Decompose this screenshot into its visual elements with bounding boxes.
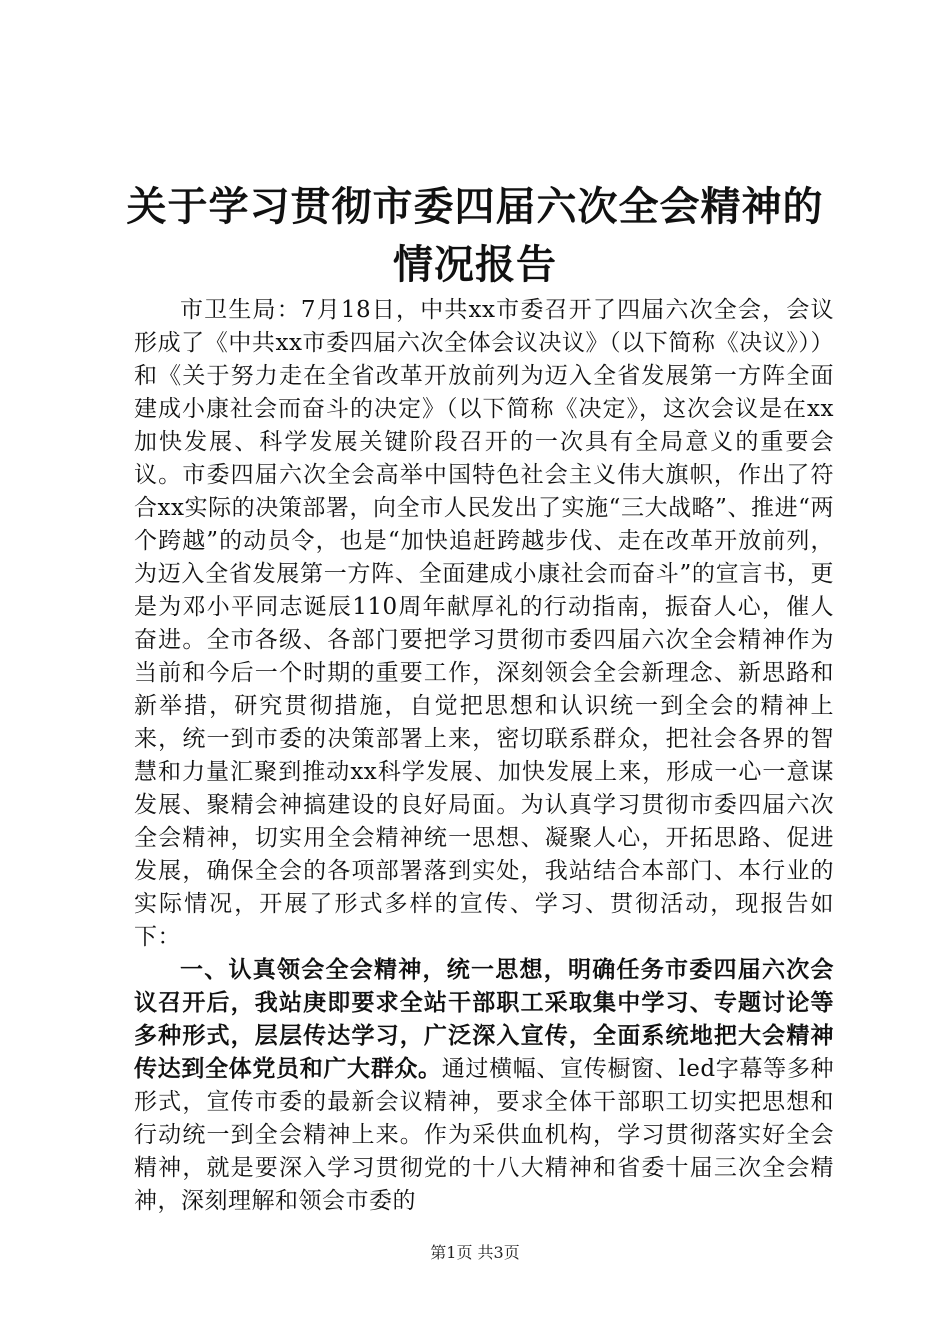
document-body bbox=[134, 294, 834, 1218]
section-1-paragraph bbox=[134, 954, 834, 1218]
section-1-heading: 一、认真领会全会精神，统一思想，明确任务市委四届六次会议召开后，我站庚即要求全站干部职工采取集中学习、专题讨论等多种形式，层层传达学习，广泛深入宣传，全面系统地把大会精神传达到全体党员和广大群众。 bbox=[134, 957, 834, 1082]
document-title: 关于学习贯彻市委四届六次全会精神的情况报告 bbox=[126, 184, 824, 288]
page-number-footer: 第1页 共3页 bbox=[430, 1243, 520, 1262]
intro-paragraph: 市卫生局：7月18日，中共xx市委召开了四届六次全会，会议形成了《中共xx市委四届六次全体会议决议》（以下简称《决议》））和《关于努力走在全省改革开放前列为迈入全省发展第一方阵全面建成小康社会而奋斗的决定》（以下简称《决定》，这次会议是在xx加快发展、科学发展关键阶段召开的一次具有全局意义的重要会议。市委四届六次全会高举中国特色社会主义伟大旗帜，作出了符合xx实际的决策部署，向全市人民发出了实施“三大战略”、推进“两个跨越”的动员令，也是“加快追赶跨越步伐、走在改革开放前列，为迈入全省发展第一方阵、全面建成小康社会而奋斗”的宣言书，更是为邓小平同志诞辰110周年献厚礼的行动指南，振奋人心，催人奋进。全市各级、各部门要把学习贯彻市委四届六次全会精神作为当前和今后一个时期的重要工作，深刻领会全会新理念、新思路和新举措，研究贯彻措施，自觉把思想和认识统一到全会的精神上来，统一到市委的决策部署上来，密切联系群众，把社会各界的智慧和力量汇聚到推动xx科学发展、加快发展上来，形成一心一意谋发展、聚精会神搞建设的良好局面。为认真学习贯彻市委四届六次全会精神，切实用全会精神统一思想、凝聚人心，开拓思路、促进发展，确保全会的各项部署落到实处，我站结合本部门、本行业的实际情况，开展了形式多样的宣传、学习、贯彻活动，现报告如下： bbox=[134, 297, 834, 950]
section-1-text: 通过横幅、宣传橱窗、led字幕等多种形式，宣传市委的最新会议精神，要求全体干部职工切实把思想和行动统一到全会精神上来。作为采供血机构，学习贯彻落实好全会精神，就是要深入学习贯彻党的十八大精神和省委十届三次全会精神，深刻理解和领会市委的 bbox=[134, 1056, 834, 1214]
